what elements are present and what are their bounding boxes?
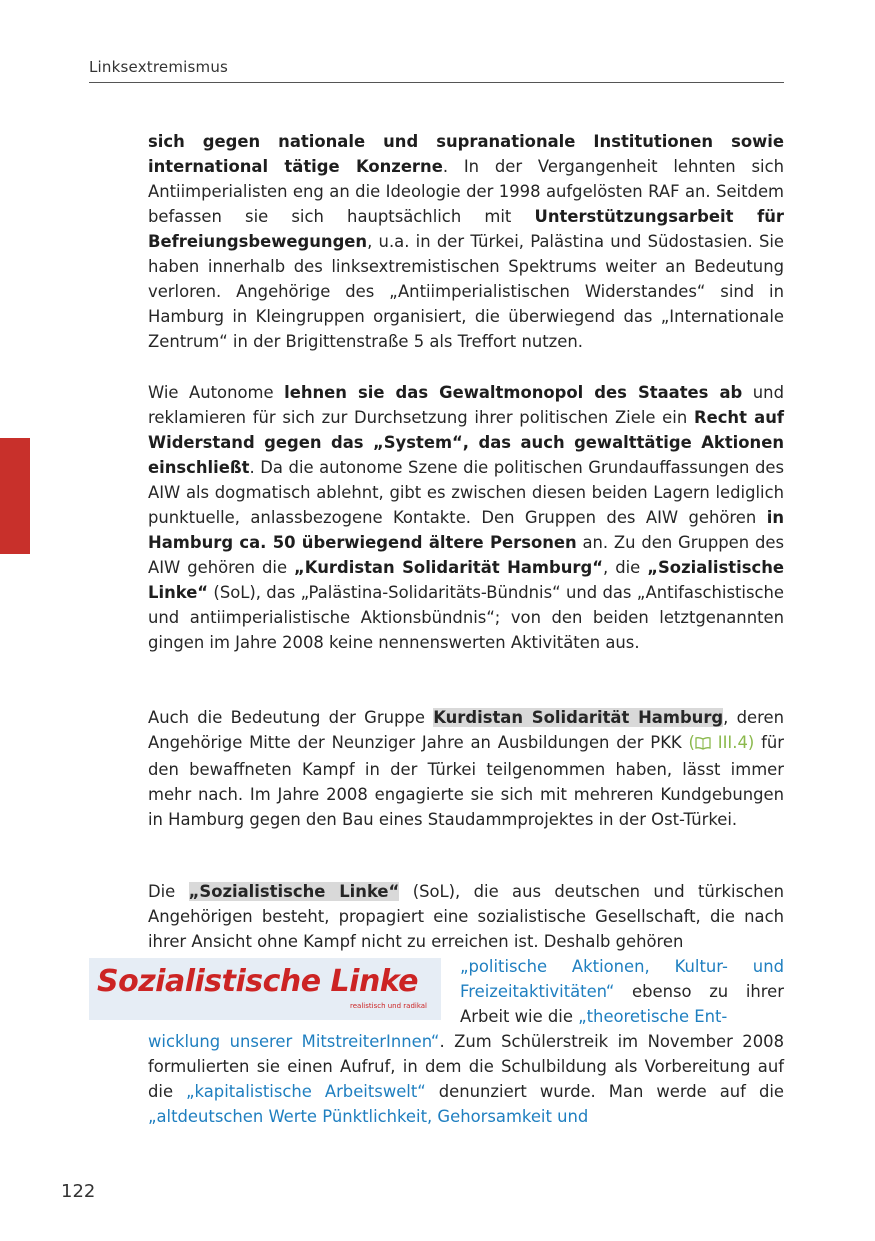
p1-text-1: . In der Vergangenheit lehnten sich Antiimperialisten eng an die Ideologie der 1998 aufgelösten RAF an. Seitdem befassen sie sich hauptsächlich mit	[148, 157, 785, 226]
p1-bold-2: Unterstützungsarbeit für Befreiungsbewegungen	[148, 207, 784, 251]
p4-text-1: Die	[148, 882, 189, 901]
p4-quote-1: „politische Aktionen, Kultur- und Freizeitaktivitäten“	[460, 957, 784, 1001]
p2-bold-5: „Sozialistische Linke“	[148, 558, 784, 602]
header-rule	[89, 82, 784, 83]
p1-text-2: , u.a. in der Türkei, Palästina und Südostasien. Sie haben innerhalb des linksextremistischen Spektrums weiter an Bedeutung verloren. Angehörige des „Antiimperialistischen Widerstandes“ sind in Hamburg in Kleingruppen organisiert, die überwiegend das „Internationale Zentrum“ in der Brigittenstraße 5 als Treffort nutzen.	[148, 232, 784, 351]
p2-text-4: an. Zu den Gruppen des AIW gehören die	[148, 533, 784, 577]
chapter-side-tab	[0, 438, 30, 554]
cross-reference-link[interactable]: ( III.4)	[689, 733, 755, 752]
logo-slogan: realistisch und radikal	[350, 1002, 427, 1010]
p4-text-2: (SoL), die aus deutschen und türkischen Angehörigen besteht, propagiert eine sozialistische Gesellschaft, die nach ihrer Ansicht ohne Kampf nicht zu erreichen ist. Deshalb gehören	[148, 882, 784, 951]
p4-quote-3: „kapitalistische Arbeitswelt“	[186, 1082, 426, 1101]
p4-text-5: denunziert wurde. Man werde auf die	[425, 1082, 784, 1101]
p4-text-4: . Zum Schülerstreik im November 2008 formulierten sie einen Aufruf, in dem die Schulbildung als Vorbereitung auf die	[148, 1032, 784, 1101]
sozialistische-linke-logo	[89, 958, 441, 1020]
p4-highlight-sol: „Sozialistische Linke“	[188, 882, 400, 901]
p2-text-3: . Da die autonome Szene die politischen Grundauffassungen des AIW als dogmatisch ablehnt, gibt es zwischen diesen beiden Lagern lediglich punktuelle, anlassbezogene Kontakte. Den Gruppen des AIW gehören	[148, 458, 784, 527]
p2-bold-2: Recht auf Widerstand gegen das „System“, das auch gewalttätige Aktionen einschließt	[148, 408, 784, 477]
paragraph-4-continued	[148, 1029, 784, 1129]
paragraph-1	[148, 129, 784, 354]
running-head: Linksextremismus	[89, 58, 229, 76]
p2-text-6: (SoL), das „Palästina-Solidaritäts-Bündnis“ und das „Antifaschistische und antiimperialistische Aktionsbündnis“; von den beiden letztgenannten gingen im Jahre 2008 keine nennenswerten Aktivitäten aus.	[148, 583, 784, 652]
p4-text-3: ebenso zu ihrer Arbeit wie die	[460, 982, 784, 1026]
p3-highlight-kurdistan: Kurdistan Solidarität Hamburg	[433, 708, 724, 727]
p2-text-1: Wie Autonome	[148, 383, 285, 402]
p2-bold-4: „Kurdistan Solidarität Hamburg“	[294, 558, 603, 577]
paragraph-4-beside-logo	[460, 954, 784, 1029]
p2-text-5: , die	[603, 558, 648, 577]
p2-bold-3: in Hamburg ca. 50 überwiegend ältere Personen	[148, 508, 784, 552]
p2-bold-1: lehnen sie das Gewaltmonopol des Staates ab	[284, 383, 743, 402]
paragraph-3	[148, 705, 784, 832]
p2-text-2: und reklamieren für sich zur Durchsetzung ihrer politischen Ziele ein	[148, 383, 784, 427]
p3-text-1: Auch die Bedeutung der Gruppe	[148, 708, 434, 727]
book-icon	[695, 732, 711, 757]
p4-quote-2b: wicklung unserer MitstreiterInnen“	[148, 1032, 440, 1051]
paragraph-4-intro	[148, 879, 784, 954]
p4-quote-2a: „theoretische Ent-	[578, 1007, 728, 1026]
p3-text-3: für den bewaffneten Kampf in der Türkei teilgenommen haben, lässt immer mehr nach. Im Jahre 2008 engagierte sie sich mit mehreren Kundgebungen in Hamburg gegen den Bau eines Staudammprojektes in der Ost-Türkei.	[148, 733, 784, 829]
paragraph-2	[148, 380, 784, 655]
p1-bold-1: sich gegen nationale und supranationale Institutionen sowie international tätige Konzerne	[148, 132, 784, 176]
p3-text-2: , deren Angehörige Mitte der Neunziger Jahre an Ausbildungen der PKK	[148, 708, 784, 752]
p4-quote-4: „altdeutschen Werte Pünktlichkeit, Gehorsamkeit und	[148, 1107, 589, 1126]
logo-wordmark: Sozialistische Linke	[97, 964, 419, 999]
page-number: 122	[61, 1181, 96, 1202]
